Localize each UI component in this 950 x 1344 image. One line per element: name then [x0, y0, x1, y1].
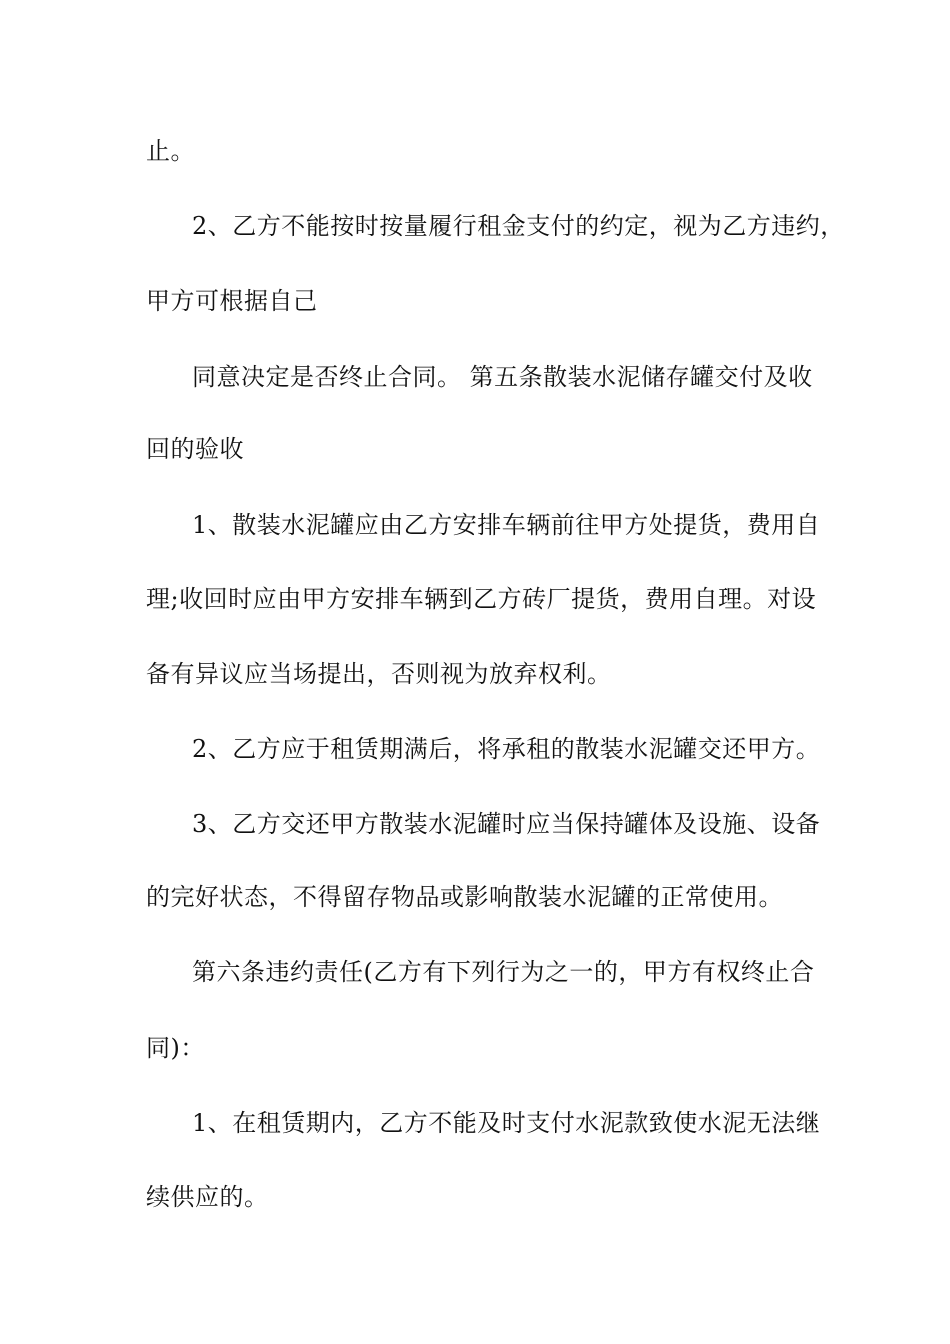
text-line: 理;收回时应由甲方安排车辆到乙方砖厂提货，费用自理。对设	[146, 585, 817, 613]
text-line: 甲方可根据自己	[146, 287, 318, 315]
text-line: 备有异议应当场提出，否则视为放弃权利。	[146, 660, 612, 688]
text-line: 2、乙方不能按时按量履行租金支付的约定，视为乙方违约，	[192, 212, 845, 240]
text-line: 续供应的。	[146, 1183, 269, 1211]
text-line: 同意决定是否终止合同。 第五条散装水泥储存罐交付及收	[192, 363, 813, 391]
text-line: 3、乙方交还甲方散装水泥罐时应当保持罐体及设施、设备	[192, 810, 821, 838]
text-line: 同)：	[146, 1034, 205, 1062]
text-line: 1、散装水泥罐应由乙方安排车辆前往甲方处提货，费用自	[192, 511, 821, 539]
text-line: 的完好状态，不得留存物品或影响散装水泥罐的正常使用。	[146, 883, 783, 911]
text-line: 2、乙方应于租赁期满后，将承租的散装水泥罐交还甲方。	[192, 735, 821, 763]
text-line: 回的验收	[146, 435, 244, 463]
text-line: 第六条违约责任(乙方有下列行为之一的，甲方有权终止合	[192, 958, 815, 986]
text-line: 1、在租赁期内，乙方不能及时支付水泥款致使水泥无法继	[192, 1109, 821, 1137]
text-line: 止。	[146, 137, 195, 165]
